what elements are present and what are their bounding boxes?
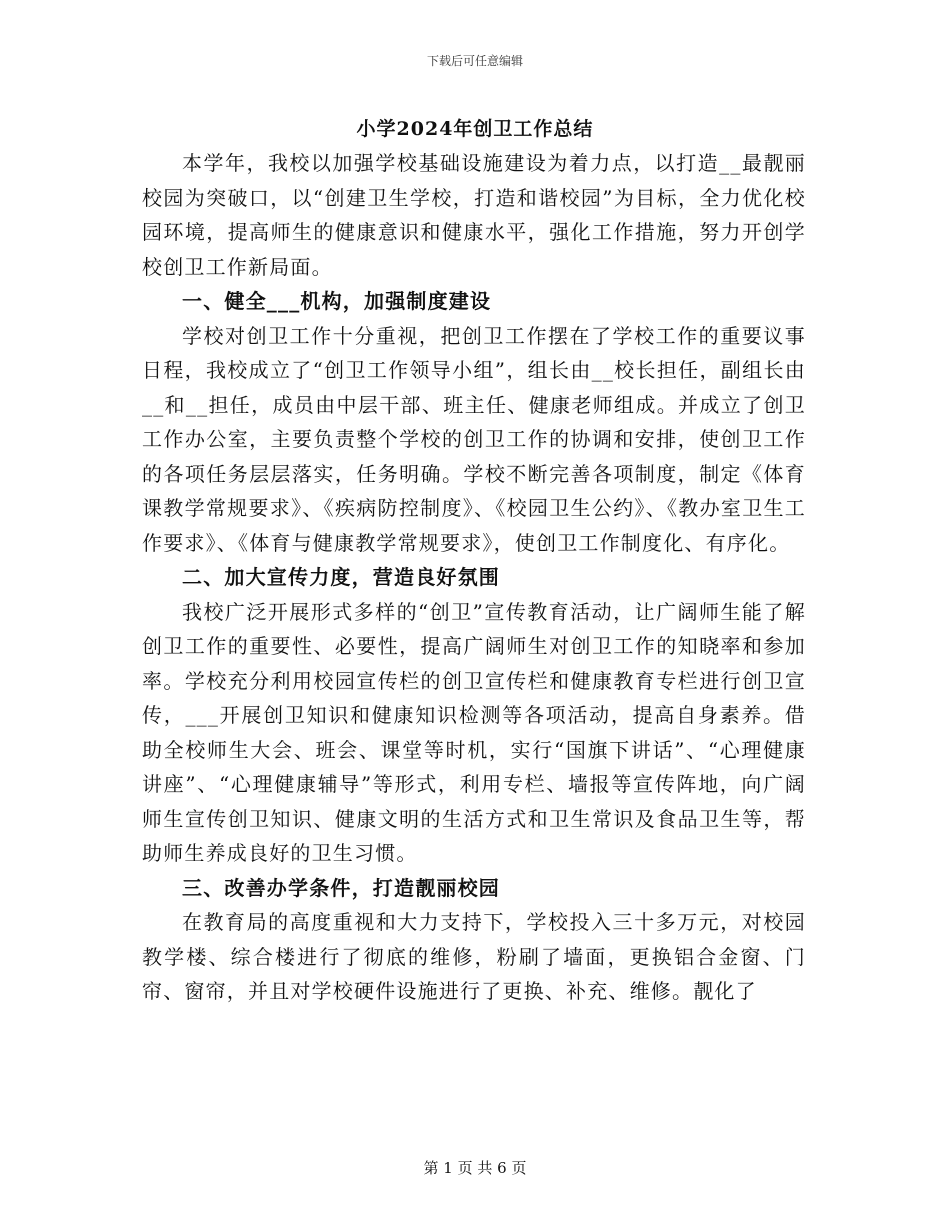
page-footer-number: 第 1 页 共 6 页	[423, 1159, 527, 1177]
section-heading-1: 一、健全___机构，加强制度建设	[182, 289, 492, 313]
section-body-2: 我校广泛开展形式多样的“创卫”宣传教育活动，让广阔师生能了解创卫工作的重要性、必要性，提高广阔师生对创卫工作的知晓率和参加率。学校充分利用校园宣传栏的创卫宣传栏和健康教育专栏进行创卫宣传，___开展创卫知识和健康知识检测等各项活动，提高自身素养。借助全校师生大会、班会、课堂等时机，实行“国旗下讲话”、“心理健康讲座”、“心理健康辅导”等形式，利用专栏、墙报等宣传阵地，向广阔师生宣传创卫知识、健康文明的生活方式和卫生常识及食品卫生等，帮助师生养成良好的卫生习惯。	[142, 599, 806, 865]
section-body-3: 在教育局的高度重视和大力支持下，学校投入三十多万元，对校园教学楼、综合楼进行了彻底的维修，粉刷了墙面，更换铝合金窗、门帘、窗帘，并且对学校硬件设施进行了更换、补充、维修。靓化了	[142, 910, 806, 1003]
document-title: 小学2024年创卫工作总结	[356, 118, 594, 140]
document-body	[142, 146, 806, 1009]
page-header-note: 下载后可任意编辑	[426, 54, 523, 68]
section-heading-3: 三、改善办学条件，打造靓丽校园	[182, 875, 500, 900]
section-body-1: 学校对创卫工作十分重视，把创卫工作摆在了学校工作的重要议事日程，我校成立了“创卫工作领导小组”，组长由__校长担任，副组长由__和__担任，成员由中层干部、班主任、健康老师组成。并成立了创卫工作办公室，主要负责整个学校的创卫工作的协调和安排，使创卫工作的各项任务层层落实，任务明确。学校不断完善各项制度，制定《体育课教学常规要求》、《疾病防控制度》、《校园卫生公约》、《教办室卫生工作要求》、《体育与健康教学常规要求》，使创卫工作制度化、有序化。	[142, 323, 806, 555]
section-heading-2: 二、加大宣传力度，营造良好氛围	[182, 565, 500, 589]
intro-paragraph: 本学年，我校以加强学校基础设施建设为着力点，以打造__最靓丽校园为突破口，以“创建卫生学校，打造和谐校园”为目标，全力优化校园环境，提高师生的健康意识和健康水平，强化工作措施，努力开创学校创卫工作新局面。	[142, 151, 806, 279]
